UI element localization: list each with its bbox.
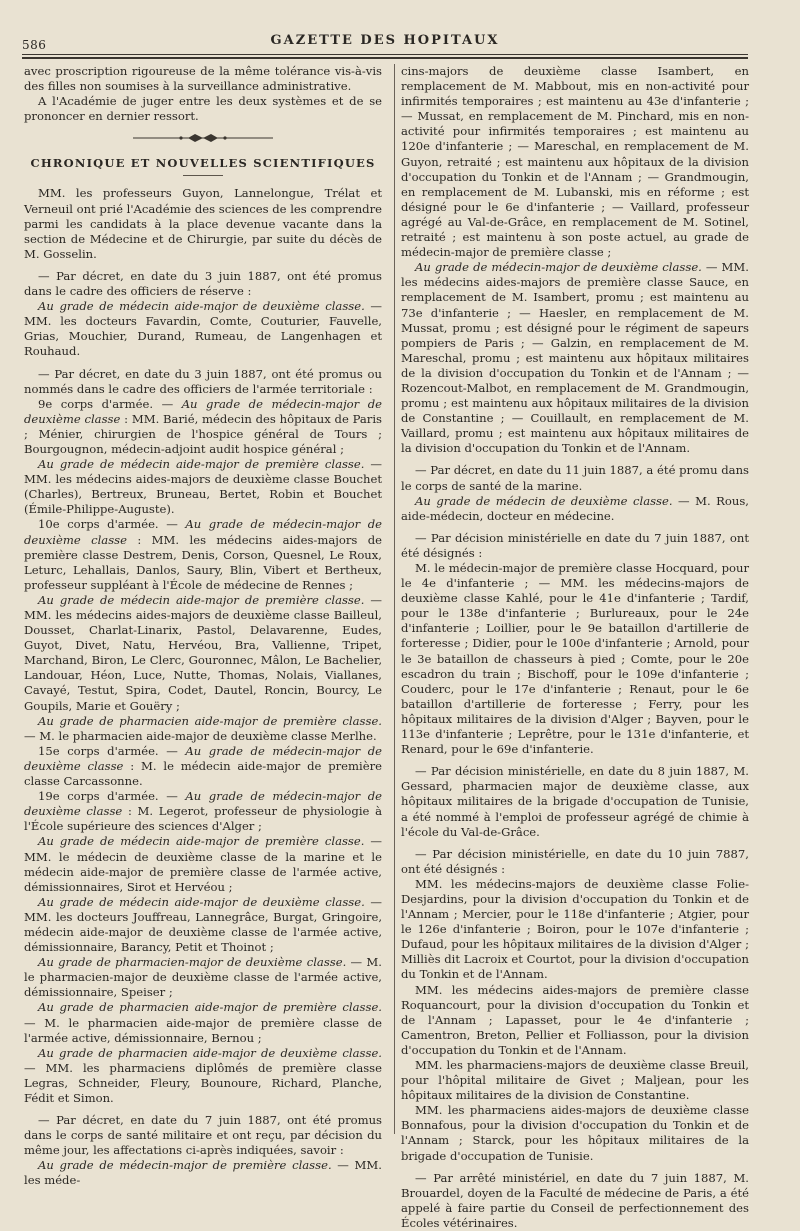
paragraph [24,714,382,744]
paragraph: — Par décision ministérielle, en date du 8 juin 1887, M. Gessard, pharmacien major de deuxième classe, aux hôpitaux militaires de la brigade d'occupation de Tunisie, a été nommé à l'emploi de professeur agrégé de chimie à l'école du Val-de-Grâce. [401,764,749,839]
paragraph [24,955,382,1000]
paragraph-text: — MM. les pharmaciens diplômés de première classe Legras, Schneider, Fleury, Bounoure, Richard, Planche, Fédit et Simon. [24,1060,382,1105]
paragraph: — Par décision ministérielle en date du 7 juin 1887, ont été désignés : [401,530,749,560]
paragraph: A l'Académie de juger entre les deux systèmes et de se prononcer en dernier ressort. [24,94,382,124]
italic-grade: Au grade de médecin aide-major de première classe. [38,457,365,472]
italic-grade: Au grade de médecin-major de deuxième classe. [415,260,702,275]
italic-grade: Au grade de médecin aide-major de première classe. [38,592,365,607]
paragraph: — Par décision ministérielle, en date du 10 juin 7887, ont été désignés : [401,846,749,876]
paragraph-text: : MM. les médecins aides-majors de première classe Destrem, Denis, Corson, Quesnel, Le Roux, Leturc, Lehallais, Danlos, Saury, Blin, Vibert et Bertheux, professeur suppléant à l'École de médecine de Rennes ; [24,532,382,592]
paragraph-text: : M. le médecin aide-major de première classe Carcassonne. [24,758,382,789]
paragraph-text: — MM. les médecins aides-majors de deuxième classe Bailleul, Dousset, Charlat-Linarix, Pastol, Delavarenne, Eudes, Guyot, Divet, Natu, Hervéou, Bra, Vallienne, Tripet, Marchand, Biron, Le Clerc, Gouronnec, Mâlon, Le Bachelier, Landouar, Héon, Luce, Nutte, Thomas, Nolais, Viallanes, Cavayé, Testut, Spira, Codet, Dautel, Roncin, Bourcy, Le Goupils, Marie et Gouëry ; [24,592,383,713]
paragraph: M. le médecin-major de première classe Hocquard, pour le 4e d'infanterie ; — MM. les médecins-majors de deuxième classe Kahlé, pour le 41e d'infanterie ; Tardif, pour le 138e d'infanterie ; Burlureaux, pour le 24e d'infanterie ; Loillier, pour le 9e bataillon d'artillerie de forteresse ; Didier, pour le 100e d'infanterie ; Arnold, pour le 3e bataillon de chasseurs à pied ; Comte, pour le 20e escadron du train ; Bischoff, pour le 109e d'infanterie ; Couderc, pour le 17e d'infanterie ; Renaut, pour le 6e bataillon d'artillerie de forteresse ; Ferry, pour les hôpitaux militaires de la division d'Alger ; Bayven, pour le 113e d'infanterie ; Leprêtre, pour le 131e d'infanterie, et Renard, pour le 69e d'infanterie. [401,561,749,757]
paragraph-text: — M. le pharmacien aide-major de première classe de l'armée active, démissionnaire, Bernou ; [24,1015,382,1045]
paragraph: MM. les pharmaciens-majors de deuxième classe Breuil, pour l'hôpital militaire de Givet ; Maljean, pour les hôpitaux militaires de la division de Constantine. [401,1058,749,1103]
corps-label: 10e corps d'armée. — [38,517,186,532]
journal-title: GAZETTE DES HOPITAUX [270,33,500,48]
paragraph [401,494,749,524]
left-column [24,64,383,1188]
italic-grade: Au grade de médecin-major de deuxième classe [24,517,382,547]
paragraph-text: — MM. les médecins aides-majors de première classe Sauce, en remplacement de M. Isambert, promu ; est maintenu au 73e d'infanterie ; — Haesler, en remplacement de M. Mussat, promu ; est désigné pour le régiment de sapeurs pompiers de Paris ; — Galzin, en remplacement de M. Mareschal, promu ; est maintenu aux hôpitaux militaires de la division d'occupation du Tonkin et de l'Annam ; — Rozencout-Malbot, en remplacement de M. Grandmougin, promu ; est maintenu aux hôpitaux militaires de la division de Constantine ; — Couillault, en remplacement de M. Vaillard, promu ; est maintenu aux hôpitaux militaires de la division d'occupation du Tonkin et de l'Annam. [401,260,749,456]
section-heading: CHRONIQUE ET NOUVELLES SCIENTIFIQUES [30,156,376,171]
italic-grade: Au grade de médecin aide-major de deuxième classe. [38,894,365,909]
italic-grade: Au grade de médecin-major de deuxième classe [24,396,382,426]
italic-grade: Au grade de médecin-major de deuxième classe [24,789,382,819]
paragraph-text: — MM. le médecin de deuxième classe de la marine et le médecin aide-major de première classe de l'armée active, démissionnaires, Sirot et Hervéou ; [24,834,383,894]
right-column [401,64,749,1230]
paragraph [24,517,382,592]
paragraph: cins-majors de deuxième classe Isambert, en remplacement de M. Mabbout, mis en non-activité pour infirmités temporaires ; est maintenu au 43e d'infanterie ; — Mussat, en remplacement de M. Pinchard, mis en non-activité pour infirmités temporaires ; est maintenu au 120e d'infanterie ; — Mareschal, en remplacement de M. Guyon, retraité ; est maintenu aux hôpitaux de la division d'occupation du Tonkin et de l'Annam ; — Grandmougin, en remplacement de M. Lubanski, mis en réforme ; est désigné pour le 6e d'infanterie ; — Vaillard, professeur agrégé au Val-de-Grâce, en remplacement de M. Sotinel, retraité ; est maintenu à son poste actuel, au grade de médecin-major de première classe ; [401,64,749,260]
header-rule-thin [22,54,748,55]
paragraph: — Par décret, en date du 3 juin 1887, ont été promus ou nommés dans le cadre des officiers de l'armée territoriale : [24,366,382,396]
paragraph-text: — M. Rous, aide-médecin, docteur en médecine. [401,493,749,523]
header-rule-thick [22,57,748,59]
page-header [22,28,748,52]
italic-grade: Au grade de médecin aide-major de première classe. [38,834,365,849]
italic-grade: Au grade de pharmacien aide-major de deuxième classe. [38,1045,382,1060]
italic-grade: Au grade de médecin aide-major de deuxième classe. [38,299,365,314]
italic-grade: Au grade de médecin-major de première classe. [38,1158,332,1173]
paragraph-text: — MM. les médecins aides-majors de deuxième classe Bouchet (Charles), Bertreux, Bruneau, Bertet, Robin et Bouchet (Émile-Philippe-Auguste). [24,457,383,517]
paragraph: — Par décret, en date du 11 juin 1887, a été promu dans le corps de santé de la marine. [401,463,749,493]
paragraph-text: — MM. les méde- [24,1158,382,1188]
paragraph: — Par décret, en date du 7 juin 1887, ont été promus dans le corps de santé militaire et ont reçu, par décision du même jour, les affectations ci-après indiquées, savoir : [24,1113,382,1158]
paragraph [24,299,382,359]
italic-grade: Au grade de médecin de deuxième classe. [415,493,673,508]
paragraph: MM. les médecins aides-majors de première classe Roquancourt, pour la division d'occupation du Tonkin et de l'Annam ; Lapasset, pour le 4e d'infanterie ; Camentron, Breton, Pellier et Folliasson, pour la division d'occupation du Tonkin et de l'Annam. [401,982,749,1057]
paragraph [24,789,382,834]
paragraph [24,834,382,894]
paragraph: — Par décret, en date du 3 juin 1887, ont été promus dans le cadre des officiers de réserve : [24,268,382,299]
paragraph: avec proscription rigoureuse de la même tolérance vis-à-vis des filles non soumises à la surveillance administrative. [24,64,382,94]
paragraph-text: : MM. Barié, médecin des hôpitaux de Paris ; Ménier, chirurgien de l'hospice général de Tours ; Bourgougnon, médecin-adjoint audit hospice général ; [24,411,382,456]
paragraph: MM. les médecins-majors de deuxième classe Folie-Desjardins, pour la division d'occupation du Tonkin et de l'Annam ; Mercier, pour le 118e d'infanterie ; Atgier, pour le 126e d'infanterie ; Boiron, pour le 107e d'infanterie ; Dufaud, pour les hôpitaux militaires de la division d'Alger ; Milliès dit Lacroix et Courtot, pour la division d'occupation du Tonkin et de l'Annam. [401,876,749,982]
paragraph-text: — M. le pharmacien aide-major de deuxième classe Merlhe. [24,728,377,743]
paragraph [24,593,382,714]
column-divider [394,64,395,1134]
paragraph [401,260,749,456]
paragraph: MM. les pharmaciens aides-majors de deuxième classe Bonnafous, pour la division d'occupation du Tonkin et de l'Annam ; Starck, pour les hôpitaux militaires de la brigade d'occupation de Tunisie. [401,1103,749,1163]
paragraph [24,457,382,517]
corps-label: 19e corps d'armée. — [38,789,186,804]
ornament-divider [133,132,273,144]
italic-grade: Au grade de médecin-major de deuxième classe [24,743,382,773]
paragraph [24,895,382,955]
page-number: 586 [22,38,47,52]
corps-label: 15e corps d'armée. — [38,743,186,758]
italic-grade: Au grade de pharmacien aide-major de première classe. [38,1000,382,1015]
paragraph [24,744,382,789]
paragraph-text: : M. Legerot, professeur de physiologie à l'École supérieure des sciences d'Alger ; [24,804,382,834]
paragraph: — Par arrêté ministériel, en date du 7 juin 1887, M. Brouardel, doyen de la Faculté de médecine de Paris, a été appelé à faire partie du Conseil de perfectionnement des Écoles vétérinaires. [401,1170,749,1230]
heading-rule [183,175,223,176]
paragraph-text: — MM. les docteurs Jouffreau, Lannegrâce, Burgat, Gringoire, médecin aide-major de deuxième classe de l'armée active, démissionnaire, Barancy, Petit et Thoinot ; [24,894,383,955]
paragraph [24,1000,382,1045]
italic-grade: Au grade de pharmacien aide-major de première classe. [38,713,382,728]
corps-label: 9e corps d'armée. — [38,396,182,411]
paragraph [24,397,382,457]
paragraph: MM. les professeurs Guyon, Lannelongue, Trélat et Verneuil ont prié l'Académie des sciences de les comprendre parmi les candidats à la place devenue vacante dans la section de Médecine et de Chirurgie, par suite du décès de M. Gosselin. [24,186,382,261]
paragraph [24,1158,382,1188]
paragraph [24,1046,382,1106]
italic-grade: Au grade de pharmacien-major de deuxième classe. [38,955,347,970]
paragraph-text: — MM. les docteurs Favardin, Comte, Couturier, Fauvelle, Grias, Mouchier, Durand, Rumeau, de Langenhagen et Rouhaud. [24,299,383,359]
paragraph-text: — M. le pharmacien-major de deuxième classe de l'armée active, démissionnaire, Speiser ; [24,955,382,1000]
